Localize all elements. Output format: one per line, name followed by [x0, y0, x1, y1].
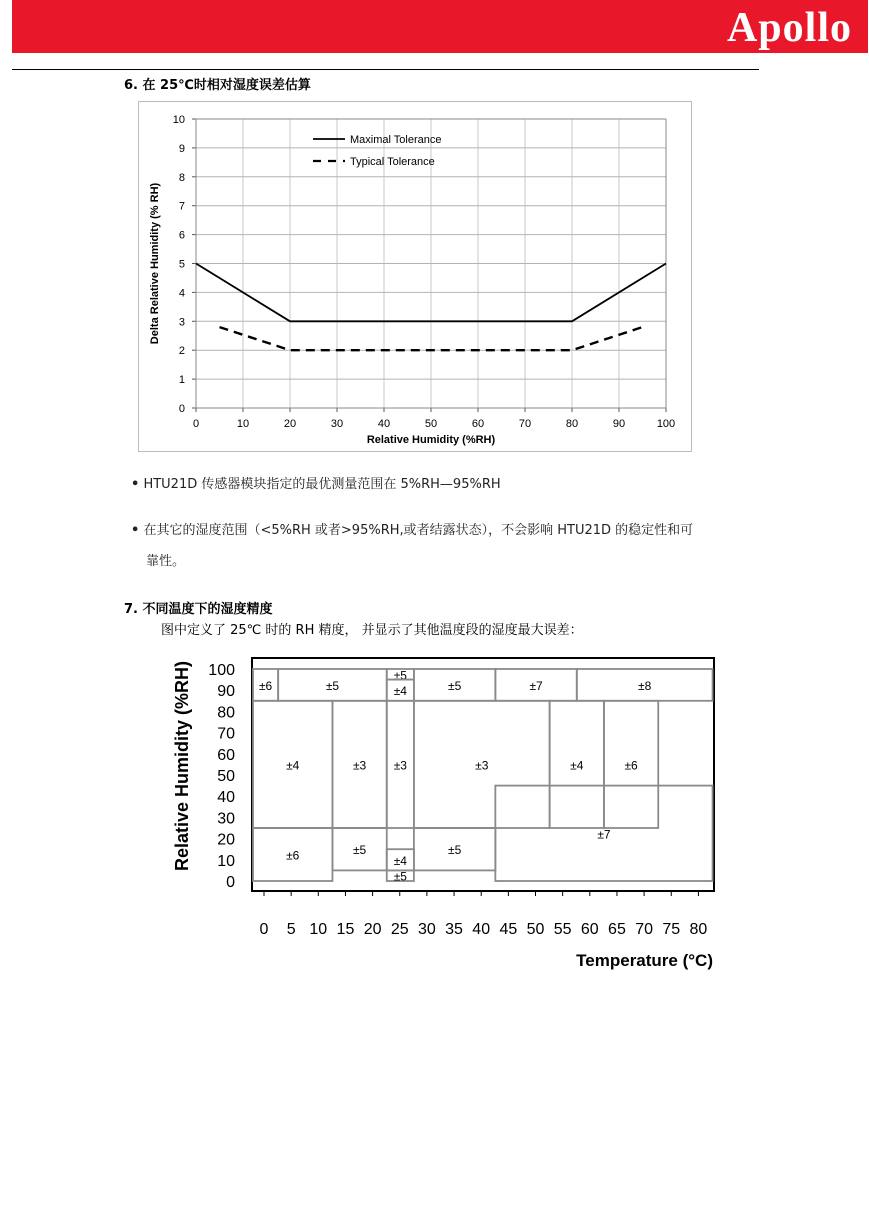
- x-tick-label: 0: [259, 921, 269, 938]
- y-tick-label: 10: [217, 852, 235, 870]
- y-tick-label: 30: [217, 810, 235, 828]
- y-tick-label: 3: [178, 316, 185, 329]
- x-tick-label: 25: [390, 921, 409, 938]
- x-tick-label: 20: [363, 921, 382, 938]
- y-axis-label: Relative Humidity (%RH): [172, 660, 192, 872]
- x-tick-label: 50: [424, 418, 438, 430]
- y-tick-label: 9: [178, 142, 185, 155]
- x-tick-label: 0: [192, 418, 200, 430]
- section7-description: 图中定义了 25℃ 时的 RH 精度， 并显示了其他温度段的湿度最大误差：: [161, 623, 583, 638]
- bullet-other-range-text: 在其它的湿度范围（<5%RH 或者>95%RH,或者结露状态），不会影响 HTU21D 的稳定性和可: [143, 523, 694, 538]
- accuracy-label: ±6: [258, 678, 273, 693]
- accuracy-label: ±4: [570, 758, 584, 773]
- y-tick-label: 100: [208, 662, 235, 679]
- y-tick-label: 6: [178, 229, 185, 242]
- y-tick-label: 60: [217, 746, 235, 764]
- y-tick-label: 1: [178, 374, 185, 387]
- y-tick-label: 8: [178, 171, 185, 184]
- x-tick-label: 35: [445, 921, 463, 938]
- bullet-range-text: HTU21D 传感器模块指定的最优测量范围在 5%RH—95%RH: [143, 477, 501, 492]
- accuracy-label: ±4: [393, 684, 407, 699]
- accuracy-label: ±3: [352, 758, 367, 773]
- x-tick-label: 80: [689, 921, 708, 938]
- bullet-other-range-cont: 靠性。: [146, 554, 186, 569]
- accuracy-label: ±6: [286, 848, 300, 863]
- x-tick-label: 45: [499, 921, 518, 938]
- section7-title: 7. 不同温度下的湿度精度: [124, 602, 273, 617]
- accuracy-label: ±4: [393, 853, 407, 868]
- x-tick-label: 40: [472, 921, 491, 938]
- tolerance-chart-svg: [139, 102, 691, 451]
- x-axis-label: Temperature (°C): [576, 951, 713, 970]
- accuracy-label: ±5: [447, 678, 462, 693]
- accuracy-chart: [160, 648, 730, 978]
- accuracy-label: ±5: [393, 869, 407, 884]
- bullet-mark: •: [131, 477, 140, 492]
- accuracy-label: ±3: [475, 758, 489, 773]
- accuracy-label: ±5: [325, 678, 340, 693]
- x-tick-label: 60: [471, 418, 485, 430]
- y-tick-label: 0: [226, 874, 235, 891]
- x-tick-label: 90: [612, 418, 626, 430]
- x-axis-label: Relative Humidity (%RH): [366, 434, 496, 446]
- accuracy-label: ±3: [393, 758, 407, 773]
- chart-frame: [252, 658, 714, 891]
- x-tick-label: 50: [526, 921, 545, 938]
- accuracy-label: ±5: [393, 668, 407, 683]
- x-tick-label: 30: [418, 921, 436, 938]
- accuracy-label: ±5: [447, 843, 462, 858]
- y-tick-label: 0: [178, 403, 185, 415]
- x-tick-label: 40: [377, 418, 391, 430]
- y-tick-label: 40: [217, 789, 235, 807]
- legend-label: Typical Tolerance: [350, 156, 435, 168]
- x-tick-label: 60: [580, 921, 599, 938]
- y-tick-label: 5: [178, 258, 185, 271]
- y-tick-label: 2: [178, 345, 185, 358]
- brand-logo: Apollo: [726, 5, 852, 51]
- bullet-range: [131, 473, 501, 492]
- accuracy-label: ±8: [638, 678, 652, 693]
- accuracy-label: ±6: [624, 758, 638, 773]
- section6-title: 6. 在 25℃时相对湿度误差估算: [124, 78, 311, 93]
- x-tick-label: 55: [553, 921, 572, 938]
- x-tick-label: 10: [309, 921, 328, 938]
- x-tick-label: 70: [518, 418, 532, 430]
- accuracy-label: ±4: [286, 758, 300, 773]
- x-tick-label: 30: [330, 418, 344, 430]
- x-tick-label: 70: [635, 921, 653, 938]
- accuracy-label: ±7: [529, 678, 543, 693]
- x-tick-label: 100: [656, 418, 676, 430]
- x-tick-label: 75: [662, 921, 681, 938]
- y-tick-label: 70: [217, 725, 235, 743]
- legend-label: Maximal Tolerance: [350, 134, 442, 146]
- bullet-mark: •: [131, 523, 140, 538]
- x-tick-label: 15: [336, 921, 355, 938]
- header-bar: [12, 0, 868, 53]
- y-tick-label: 7: [178, 200, 185, 213]
- accuracy-label: ±5: [352, 843, 367, 858]
- y-axis-label: Delta Relative Humidity (% RH): [149, 182, 161, 345]
- y-tick-label: 80: [217, 704, 235, 722]
- y-tick-label: 20: [217, 831, 235, 849]
- y-tick-label: 90: [217, 683, 235, 701]
- y-tick-label: 4: [178, 287, 185, 300]
- x-tick-label: 80: [565, 418, 579, 430]
- x-tick-label: 5: [286, 921, 296, 938]
- tolerance-chart: [138, 101, 692, 452]
- header-rule: [12, 69, 759, 70]
- accuracy-chart-svg: [160, 648, 730, 978]
- y-tick-label: 50: [217, 768, 235, 785]
- x-tick-label: 65: [608, 921, 626, 938]
- x-tick-label: 10: [236, 418, 250, 430]
- x-tick-label: 20: [283, 418, 297, 430]
- accuracy-label: ±7: [597, 827, 611, 842]
- y-tick-label: 10: [172, 114, 185, 126]
- bullet-other-range: [131, 519, 693, 538]
